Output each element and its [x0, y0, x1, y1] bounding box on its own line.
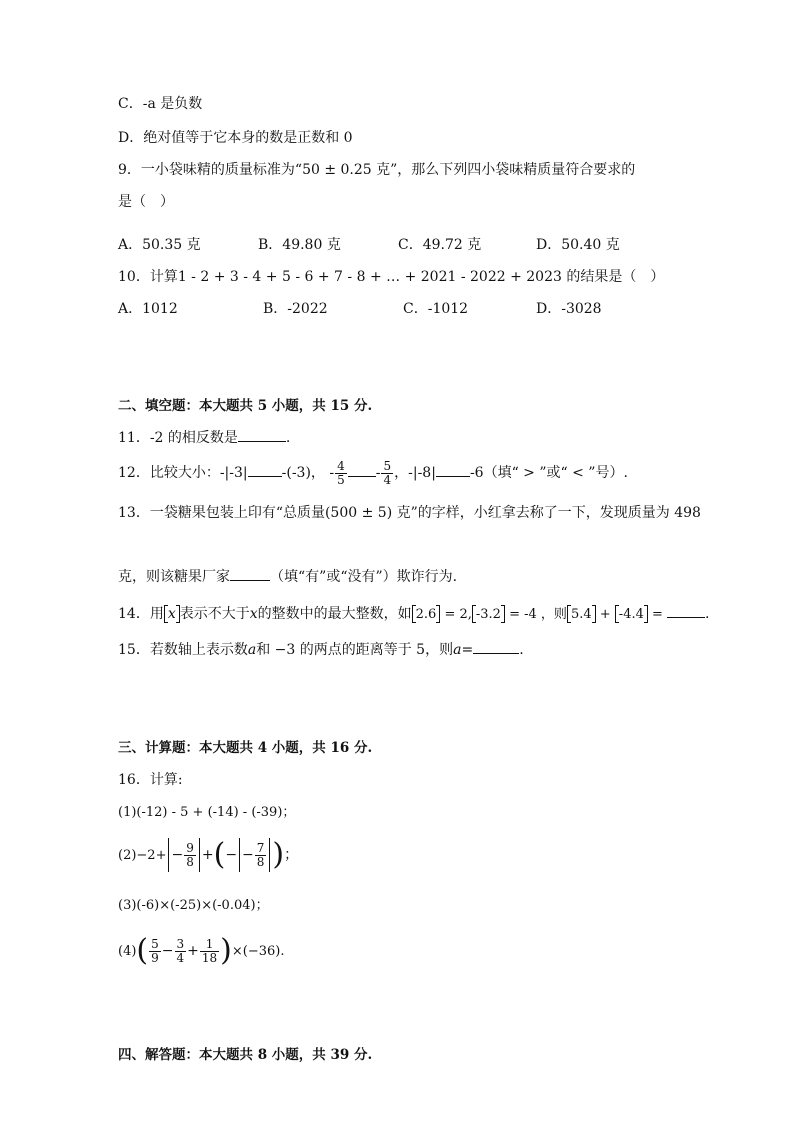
q11-text: 11．-2 的相反数是: [118, 430, 238, 446]
q14-text-c: 的整数中的最大整数，如: [257, 606, 412, 622]
frac-den: 8: [186, 854, 194, 869]
q15-var-a: a: [247, 642, 257, 658]
q12-part1: -(-3)，: [281, 465, 325, 481]
paren-right: ): [220, 933, 232, 968]
frac-num: 1: [200, 938, 219, 952]
q15-answer-blank[interactable]: [473, 639, 519, 654]
paren-left: (: [136, 933, 149, 968]
q14-plus: +: [595, 607, 615, 622]
frac-num: 7: [256, 840, 265, 855]
q9-stem-line1: 9．一小袋味精的质量标准为“50 ± 0.25 克”，那么下列四小袋味精质量符合要求的: [118, 162, 636, 178]
q16-p4-frac2: [175, 938, 187, 965]
frac-den: 8: [256, 854, 265, 869]
q14-text-a: 14．用: [118, 606, 164, 622]
frac-num: 9: [186, 840, 194, 855]
q16-stem: 16．计算:: [118, 772, 183, 788]
q12-blank-1[interactable]: [248, 462, 282, 477]
q13-line2-prefix: 克，则该糖果厂家: [118, 569, 230, 585]
q15-text-a: 15．若数轴上表示数: [118, 642, 248, 658]
q12-frac2-den: 4: [383, 472, 392, 487]
q13-answer-blank[interactable]: [230, 566, 270, 581]
q14-ex2-result: = -4 ，则: [504, 607, 567, 622]
abs-bar: [269, 838, 270, 872]
q8-option-c: C．-a 是负数: [118, 96, 203, 112]
paren-right: ): [272, 837, 285, 872]
q16-p4-frac1: [149, 938, 161, 965]
q16-part4: (4)( $\frac{5}{9}$ − $\frac{3}{4}$ + $\frac{1}{18}$ )×(−36).: [118, 933, 285, 968]
q10-option-a: A．1012: [118, 301, 178, 317]
q12-frac1-num: 4: [337, 458, 345, 473]
section2-heading: 二、填空题：本大题共 5 小题，共 15 分.: [118, 398, 373, 414]
q11-suffix: .: [285, 430, 291, 446]
q12-prefix: 12．比较大小：-|-3|: [118, 465, 248, 481]
section3-heading: 三、计算题：本大题共 4 小题，共 16 分.: [118, 740, 373, 756]
q11: [118, 427, 290, 448]
q9-option-d: D．50.40 克: [536, 237, 620, 253]
frac-den: 4: [176, 950, 185, 965]
q16-p4-frac3: [200, 938, 219, 965]
q9-options: [118, 235, 678, 255]
frac-den: 18: [201, 950, 218, 965]
q12-part3: ，-|-8|: [394, 465, 436, 481]
q14: [118, 603, 710, 625]
q15-text-b: 和 −3 的两点的距离等于 5，则: [256, 642, 454, 658]
q15-equals: =: [461, 642, 474, 658]
q16-p4-end: ×(−36).: [231, 944, 285, 959]
q14-end: .: [705, 606, 710, 622]
q10-stem: 10．计算1 - 2 + 3 - 4 + 5 - 6 + 7 - 8 + … + 2021 - 2022 + 2023 的结果是（ ）: [118, 269, 665, 285]
q10-options: [118, 299, 678, 319]
q13-line2-suffix: （填“有”或“没有”）欺诈行为.: [270, 569, 458, 585]
q9-option-b: B．49.80 克: [258, 237, 341, 253]
q12-frac2-num: 5: [383, 458, 392, 473]
q16-p4-prefix: (4): [118, 944, 137, 959]
q14-ex1-result: = 2,: [440, 607, 472, 622]
frac-den: 9: [151, 950, 159, 965]
section4-heading: 四、解答题：本大题共 8 小题，共 39 分.: [118, 1047, 373, 1063]
q16-p2-end: ；: [284, 847, 299, 863]
q16-part3: (3)(-6)×(-25)×(-0.04)；: [118, 898, 269, 913]
q16-p2-frac2: [255, 842, 267, 869]
q14-var-x-2: x: [249, 606, 258, 622]
q10-option-b: B．-2022: [263, 301, 328, 317]
q14-var-x: x: [167, 606, 176, 622]
q16-part2: (2)−2+ − $\frac{9}{8}$ +(− − $\frac{7}{8}$ )；: [118, 837, 299, 872]
q13-line2: [118, 566, 457, 587]
abs-bar: [168, 838, 169, 872]
q12-blank-2[interactable]: [348, 462, 376, 477]
q12-blank-3[interactable]: [436, 462, 470, 477]
q12-fraction-1: [335, 460, 347, 487]
q14-ex1: 2.6: [415, 607, 437, 622]
q14-term2: -4.4: [618, 607, 644, 622]
q14-answer-blank[interactable]: [667, 603, 705, 618]
q14-ex2: -3.2: [475, 607, 501, 622]
q12-part4: -6（填“ > ”或“ < ”号）.: [469, 465, 628, 481]
paren-left: (: [213, 837, 226, 872]
q15-end: .: [519, 642, 524, 658]
abs-bar: [239, 838, 240, 872]
q9-option-c: C．49.72 克: [398, 237, 482, 253]
frac-num: 3: [176, 936, 185, 951]
q8-option-d: D．绝对值等于它本身的数是正数和 0: [118, 130, 353, 146]
q16-part1: (1)(-12) - 5 + (-14) - (-39)；: [118, 805, 296, 820]
frac-num: 5: [151, 936, 159, 951]
q10-option-c: C．-1012: [403, 301, 469, 317]
q12-frac1-den: 5: [337, 472, 345, 487]
q16-p2-prefix: (2)−2+: [118, 848, 167, 863]
q15: [118, 639, 524, 660]
abs-bar: [199, 838, 200, 872]
q15-var-a-2: a: [453, 642, 462, 658]
q12-fraction-2: [381, 460, 393, 487]
q14-text-b: 表示不大于: [179, 606, 250, 622]
q9-option-a: A．50.35 克: [118, 237, 201, 253]
q11-answer-blank[interactable]: [238, 427, 286, 442]
q14-equals: =: [647, 607, 668, 622]
q13-line1: 13．一袋糖果包装上印有“总质量(500 ± 5) 克”的字样，小红拿去称了一下，发现质量为 498: [118, 505, 701, 521]
q16-p2-frac1: [184, 842, 196, 869]
q14-term1: 5.4: [570, 607, 592, 622]
q9-stem-line2: 是（ ）: [118, 194, 174, 210]
q10-option-d: D．-3028: [536, 301, 602, 317]
q12: 12．比较大小：-|-3| -(-3)， - $\frac{4}{5}$ - $\frac{5}{4}$ ，-|-8| -6（填“ > ”或“ < ”号）.: [118, 458, 628, 487]
